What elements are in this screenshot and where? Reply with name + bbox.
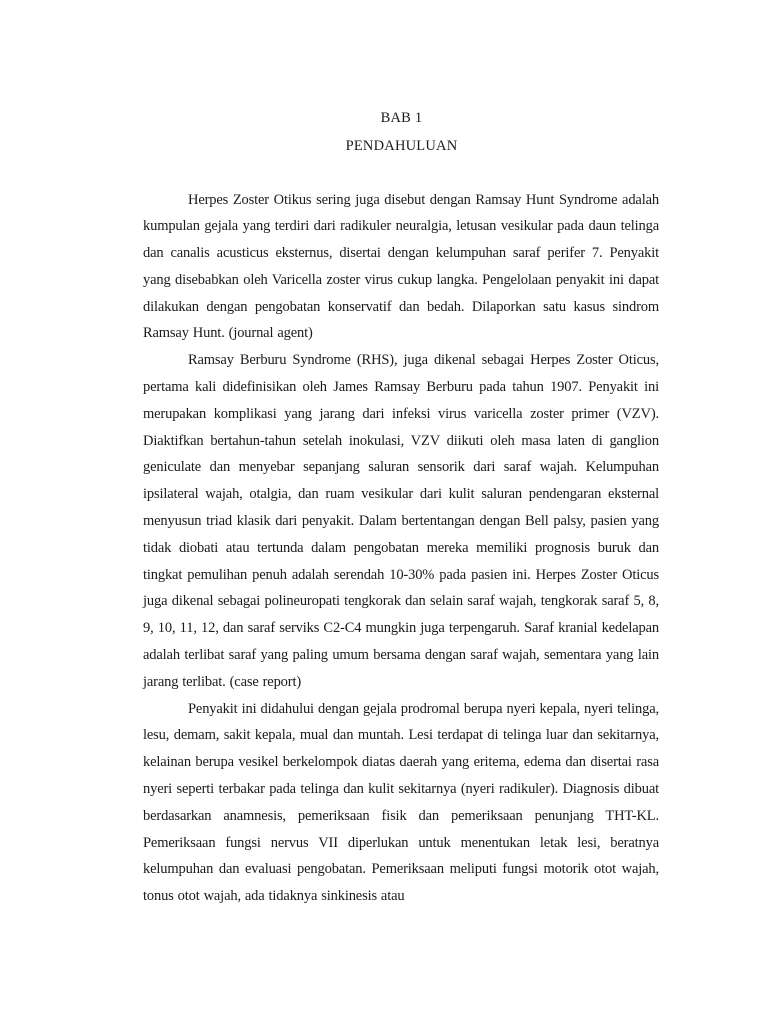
paragraph: Herpes Zoster Otikus sering juga disebut dengan Ramsay Hunt Syndrome adalah kumpulan gejala yang terdiri dari radikuler neuralgia, letusan vesikular pada daun telinga dan canalis acusticus eksternus, disertai dengan kelumpuhan saraf perifer 7. Penyakit yang disebabkan oleh Varicella zoster virus cukup langka. Pengelolaan penyakit ini dapat dilakukan dengan pengobatan konservatif dan bedah. Dilaporkan satu kasus sindrom Ramsay Hunt. (journal agent) [143,191,659,342]
paragraph: Penyakit ini didahului dengan gejala prodromal berupa nyeri kepala, nyeri telinga, lesu, demam, sakit kepala, mual dan muntah. Lesi terdapat di telinga luar dan sekitarnya, kelainan berupa vesikel berkelompok diatas daerah yang eritema, edema dan disertai rasa nyeri seperti terbakar pada telinga dan kulit sekitarnya (nyeri radikuler). Diagnosis dibuat berdasarkan anamnesis, pemeriksaan fisik dan pemeriksaan penunjang THT-KL. Pemeriksaan fungsi nervus VII diperlukan untuk menentukan letak lesi, beratnya kelumpuhan dan evaluasi pengobatan. Pemeriksaan meliputi fungsi motorik otot wajah, tonus otot wajah, ada tidaknya sinkinesis atau [143,700,659,905]
chapter-number: BAB 1 [380,110,423,126]
chapter-title: PENDAHULUAN [345,138,458,154]
paragraph: Ramsay Berburu Syndrome (RHS), juga dikenal sebagai Herpes Zoster Oticus, pertama kali didefinisikan oleh James Ramsay Berburu pada tahun 1907. Penyakit ini merupakan komplikasi yang jarang dari infeksi virus varicella zoster primer (VZV). Diaktifkan bertahun-tahun setelah inokulasi, VZV diikuti oleh masa laten di ganglion geniculate dan menyebar sepanjang saluran sensorik dari saraf wajah. Kelumpuhan ipsilateral wajah, otalgia, dan ruam vesikular dari kulit saluran pendengaran eksternal menyusun triad klasik dari penyakit. Dalam bertentangan dengan Bell palsy, pasien yang tidak diobati atau tertunda dalam pengobatan mereka memiliki prognosis buruk dan tingkat pemulihan penuh adalah serendah 10-30% pada pasien ini. Herpes Zoster Oticus juga dikenal sebagai polineuropati tengkorak dan selain saraf wajah, tengkorak saraf 5, 8, 9, 10, 11, 12, dan saraf serviks C2-C4 mungkin juga terpengaruh. Saraf kranial kedelapan adalah terlibat saraf yang paling umum bersama dengan saraf wajah, sementara yang lain jarang terlibat. (case report) [143,352,659,690]
document-body [143,187,659,911]
